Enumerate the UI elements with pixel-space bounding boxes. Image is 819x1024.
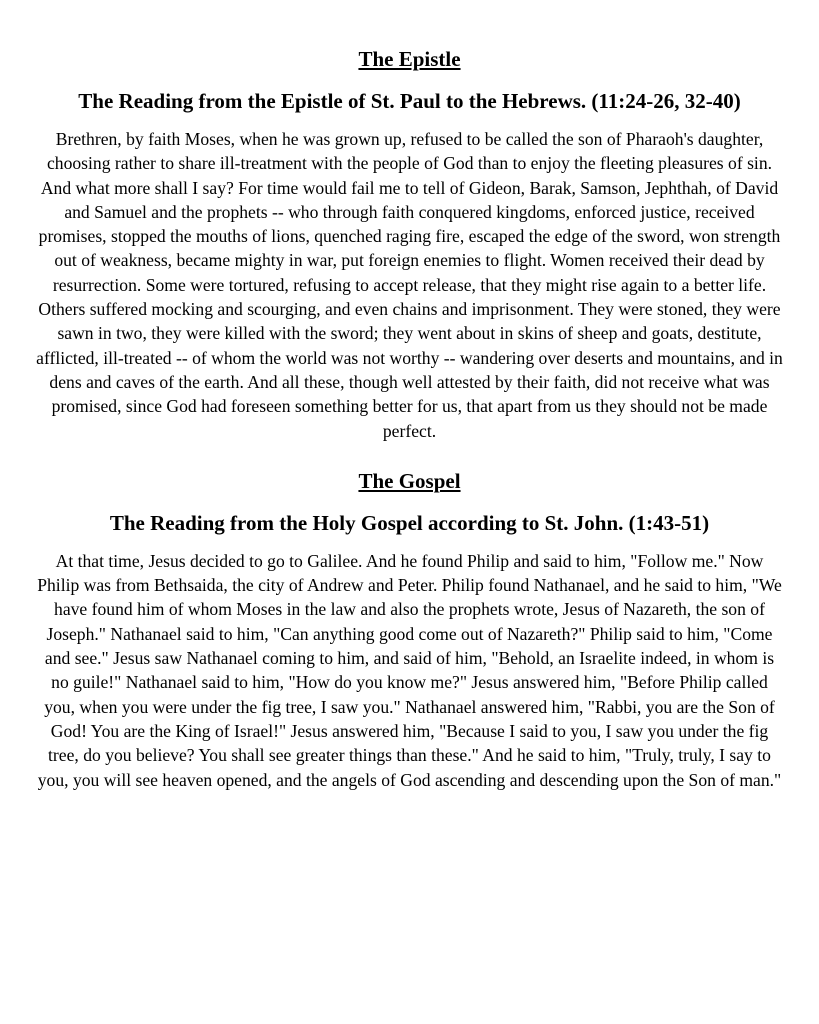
epistle-heading: The Epistle (358, 47, 461, 71)
gospel-reading-title: The Reading from the Holy Gospel according to St. John. (1:43-51) (109, 510, 710, 535)
gospel-section (36, 466, 783, 792)
gospel-heading: The Gospel (358, 468, 461, 493)
epistle-reading-title: The Reading from the Epistle of St. Paul to the Hebrews. (11:24-26, 32-40) (78, 89, 741, 113)
epistle-reading-text: Brethren, by faith Moses, when he was grown up, refused to be called the son of Pharaoh's daughter, choosing rather to share ill-treatment with the people of God than to enjoy the fleeting pleasures of sin. And what more shall I say? For time would fail me to tell of Gideon, Barak, Samson, Jephthah, of David and Samuel and the prophets -- who through faith conquered kingdoms, enforced justice, received promises, stopped the mouths of lions, quenched raging fire, escaped the edge of the sword, won strength out of weakness, became mighty in war, put foreign enemies to flight. Women received their dead by resurrection. Some were tortured, refusing to accept release, that they might rise again to a better life. Others suffered mocking and scourging, and even chains and imprisonment. They were stoned, they were sawn in two, they were killed with the sword; they went about in skins of sheep and goats, destitute, afflicted, ill-treated -- of whom the world was not worthy -- wandering over deserts and mountains, and in dens and caves of the earth. And all these, though well attested by their faith, did not receive what was promised, since God had foreseen something better for us, that apart from us they should not be made perfect. (36, 129, 783, 441)
gospel-reading-text: At that time, Jesus decided to go to Galilee. And he found Philip and said to him, "Follow me." Now Philip was from Bethsaida, the city of Andrew and Peter. Philip found Nathanael, and he said to him, "We have found him of whom Moses in the law and also the prophets wrote, Jesus of Nazareth, the son of Joseph." Nathanael said to him, "Can anything good come out of Nazareth?" Philip said to him, "Come and see." Jesus saw Nathanael coming to him, and said of him, "Behold, an Israelite indeed, in whom is no guile!" Nathanael said to him, "How do you know me?" Jesus answered him, "Before Philip called you, when you were under the fig tree, I saw you." Nathanael answered him, "Rabbi, you are the Son of God! You are the King of Israel!" Jesus answered him, "Because I said to you, I saw you under the fig tree, do you believe? You shall see greater things than these." And he said to him, "Truly, truly, I say to you, you will see heaven opened, and the angels of God ascending and descending upon the Son of man." (37, 550, 782, 790)
epistle-section (36, 44, 783, 443)
